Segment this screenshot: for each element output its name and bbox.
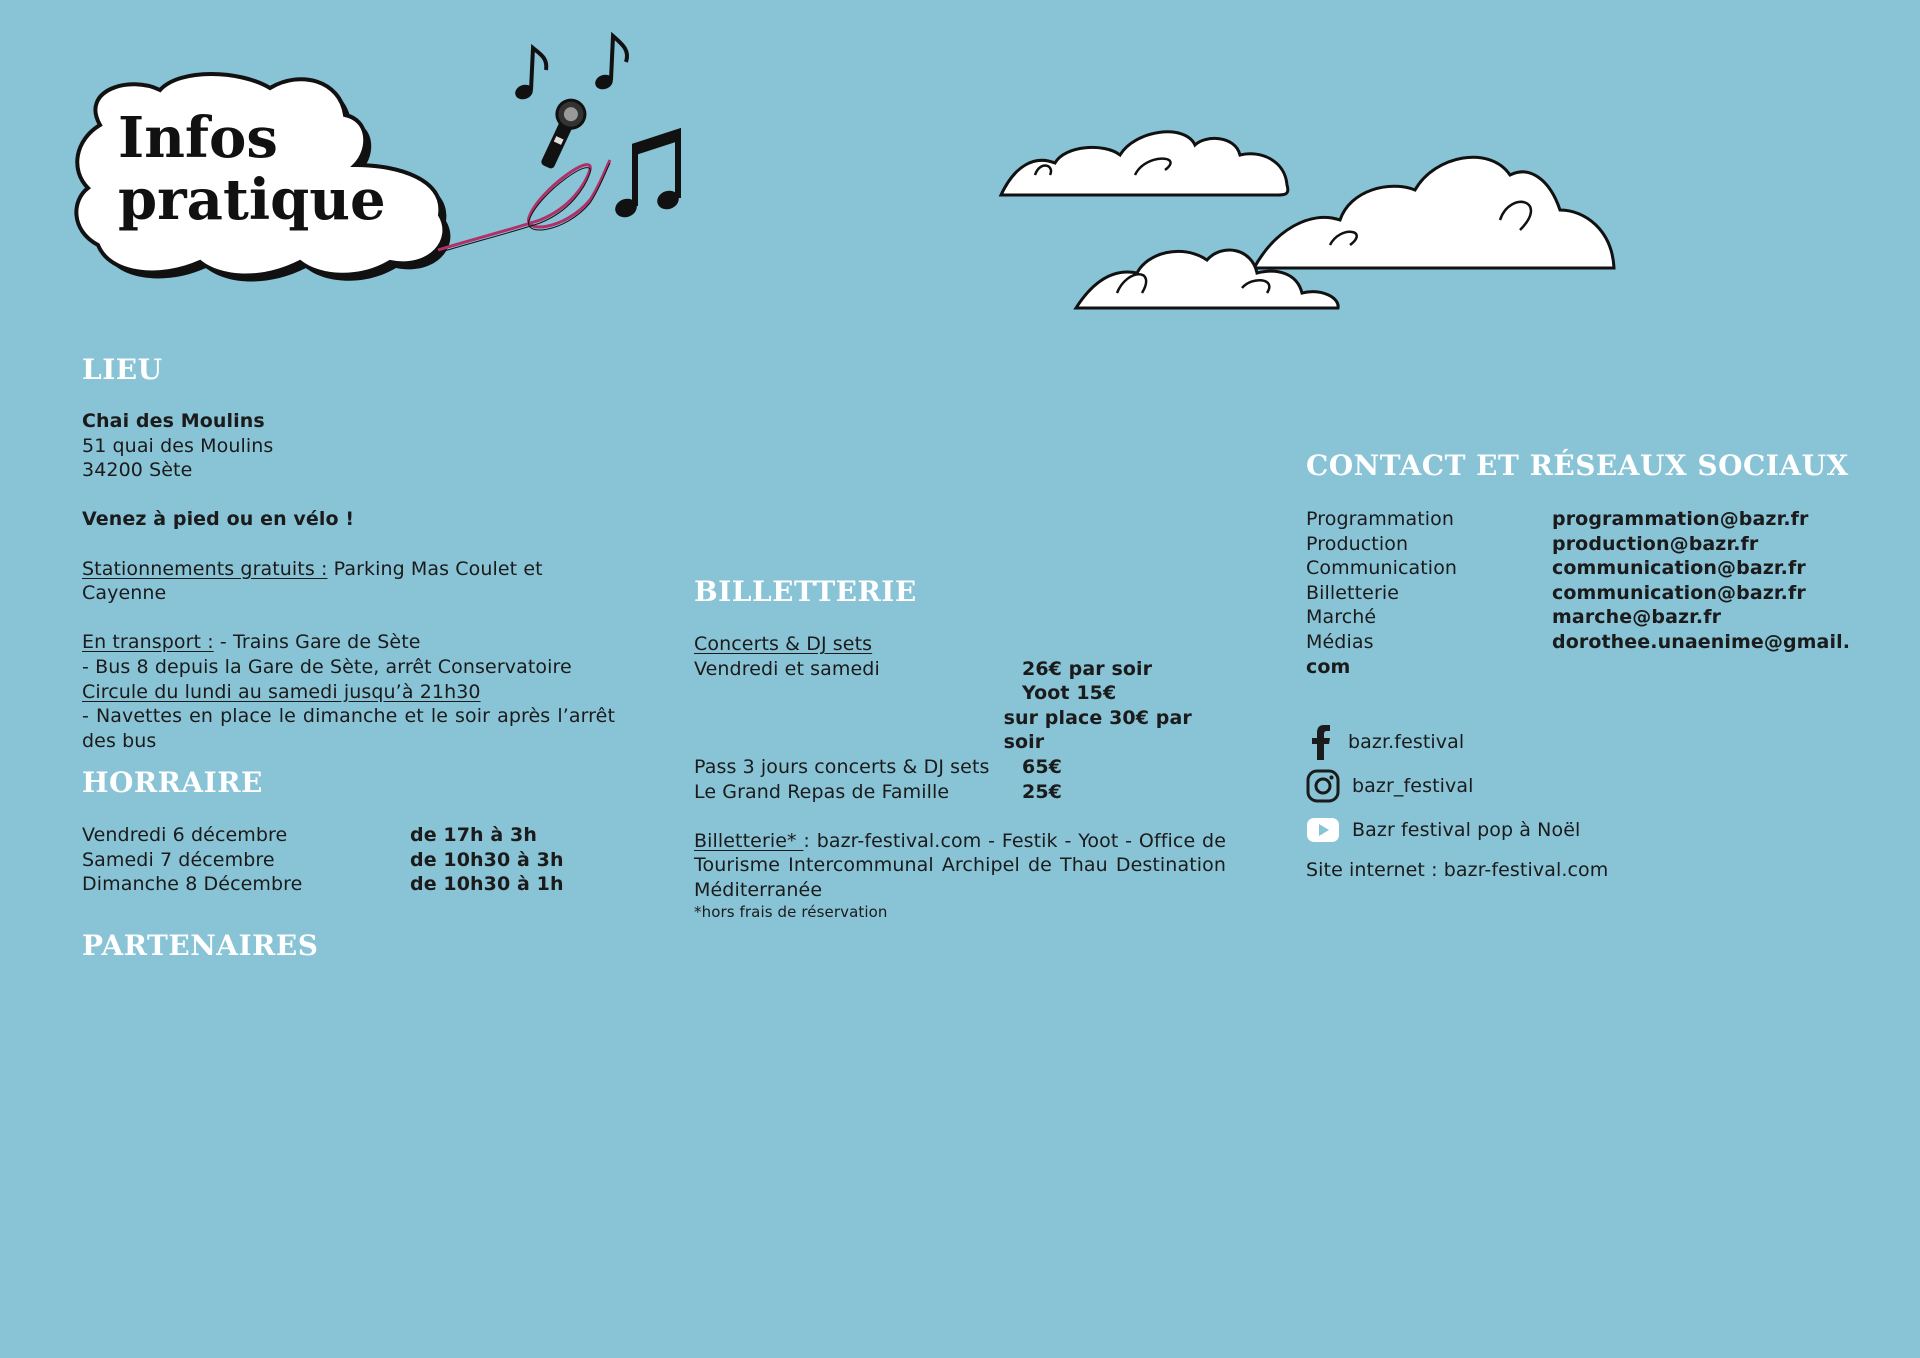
contact-email[interactable]: communication@bazr.fr <box>1552 581 1806 604</box>
horraire-row <box>82 848 602 873</box>
music-note-icon <box>590 30 640 100</box>
price-label: Vendredi et samedi <box>694 657 880 680</box>
horraire-day: Dimanche 8 Décembre <box>82 873 303 896</box>
contact-row <box>1306 630 1866 655</box>
contact-row <box>1306 605 1866 630</box>
price-label: Le Grand Repas de Famille <box>694 780 950 803</box>
contact-email[interactable]: marche@bazr.fr <box>1552 606 1722 629</box>
venue-access-note: Venez à pied ou en vélo ! <box>82 508 355 531</box>
instagram-link[interactable] <box>1306 764 1866 808</box>
title-line-1: Infos <box>118 105 278 171</box>
youtube-icon <box>1306 817 1340 843</box>
facebook-handle: bazr.festival <box>1348 730 1465 753</box>
section-heading-partenaires: PARTENAIRES <box>82 929 319 962</box>
price-row <box>694 706 1226 755</box>
contact-email[interactable]: production@bazr.fr <box>1552 532 1759 555</box>
music-note-icon <box>608 120 688 230</box>
horraire-time: de 10h30 à 1h <box>410 873 564 896</box>
cloud-icon <box>1072 238 1342 313</box>
facebook-link[interactable] <box>1306 720 1866 764</box>
price-row <box>694 657 1226 682</box>
price-value: Yoot 15€ <box>1022 682 1117 705</box>
price-row <box>694 681 1226 706</box>
contact-row <box>1306 581 1866 606</box>
billetterie-note: *hors frais de réservation <box>694 902 888 921</box>
transport-line-4: - Navettes en place le dimanche et le soir après l’arrêt des bus <box>82 705 615 752</box>
price-value: 26€ par soir <box>1022 657 1153 680</box>
transport-label: En transport : <box>82 631 214 654</box>
contact-label: Production <box>1306 532 1409 555</box>
title-illustration <box>70 30 690 300</box>
social-links <box>1306 720 1866 883</box>
parking-label: Stationnements gratuits : <box>82 557 328 580</box>
youtube-channel: Bazr festival pop à Noël <box>1352 818 1581 841</box>
horraire-row <box>82 823 602 848</box>
billetterie-sources-label: Billetterie* <box>694 829 804 852</box>
price-label: Pass 3 jours concerts & DJ sets <box>694 755 990 778</box>
contact-label: Communication <box>1306 557 1458 580</box>
contact-label: Programmation <box>1306 508 1455 530</box>
parking-value: Parking Mas Coulet et Cayenne <box>82 557 543 605</box>
contact-email[interactable]: communication@bazr.fr <box>1552 557 1806 580</box>
contact-row <box>1306 507 1866 532</box>
contact-row <box>1306 532 1866 557</box>
contact-email[interactable]: dorothee.unaenime@gmail. <box>1552 630 1851 653</box>
contact-email[interactable]: programmation@bazr.fr <box>1552 508 1809 530</box>
venue-address-1: 51 quai des Moulins <box>82 434 274 457</box>
contact-label: Marché <box>1306 606 1377 629</box>
venue-name: Chai des Moulins <box>82 410 265 432</box>
horraire-day: Vendredi 6 décembre <box>82 824 288 846</box>
website-link[interactable]: Site internet : bazr-festival.com <box>1306 859 1609 881</box>
horraire-time: de 10h30 à 3h <box>410 848 564 871</box>
price-row <box>694 755 1226 780</box>
section-heading-lieu: LIEU <box>82 353 163 386</box>
billetterie-sources <box>694 829 1226 903</box>
concerts-label: Concerts & DJ sets <box>694 633 873 655</box>
venue-address-2: 34200 Sète <box>82 459 193 482</box>
contact-row <box>1306 556 1866 581</box>
contact-email-continuation: com <box>1306 655 1351 678</box>
parking-info <box>82 557 615 606</box>
title-line-2: pratique <box>118 167 386 233</box>
instagram-handle: bazr_festival <box>1352 774 1474 797</box>
billetterie-sources-text: : bazr-festival.com - Festik - Yoot - Office de Tourisme Intercommunal Archipel de Thau Destination Méditerranée <box>694 829 1226 901</box>
instagram-icon <box>1306 769 1340 803</box>
horraire-time: de 17h à 3h <box>410 824 537 846</box>
section-heading-contact: CONTACT ET RÉSEAUX SOCIAUX <box>1306 449 1849 482</box>
youtube-link[interactable] <box>1306 808 1866 852</box>
transport-line-2: - Bus 8 depuis la Gare de Sète, arrêt Conservatoire <box>82 655 572 678</box>
horraire-row <box>82 872 602 897</box>
contact-table <box>1306 507 1866 679</box>
section-heading-horraire: HORRAIRE <box>82 766 263 799</box>
contact-label: Médias <box>1306 630 1374 653</box>
billetterie-block <box>694 632 1226 921</box>
contact-label: Billetterie <box>1306 581 1400 604</box>
transport-line-1: - Trains Gare de Sète <box>213 631 421 654</box>
section-heading-billetterie: BILLETTERIE <box>694 575 917 608</box>
music-note-icon <box>510 40 560 110</box>
price-value: sur place 30€ par soir <box>1003 706 1192 754</box>
transport-info <box>82 630 615 655</box>
price-value: 65€ <box>1022 755 1062 778</box>
price-value: 25€ <box>1022 780 1062 803</box>
horraire-table <box>82 823 602 897</box>
transport-line-3: Circule du lundi au samedi jusqu’à 21h30 <box>82 680 481 703</box>
horraire-day: Samedi 7 décembre <box>82 848 275 871</box>
facebook-icon <box>1306 724 1336 760</box>
lieu-block <box>82 409 615 753</box>
price-row <box>694 780 1226 805</box>
